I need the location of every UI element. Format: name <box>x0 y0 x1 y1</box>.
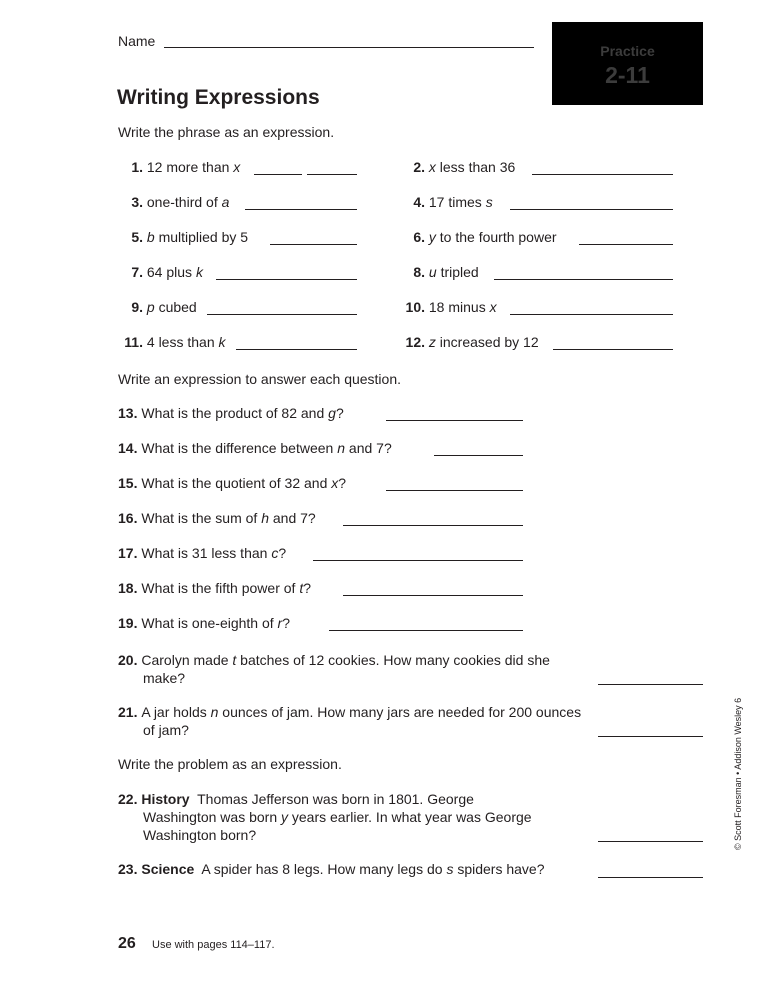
copyright-notice: © Scott Foresman • Addison Wesley 6 <box>733 697 743 850</box>
practice-number: 2-11 <box>605 62 650 88</box>
answer-blank[interactable] <box>343 594 523 596</box>
exercise-text: 12 more than x <box>146 159 241 175</box>
answer-blank[interactable] <box>236 348 357 350</box>
answer-blank[interactable] <box>494 278 673 280</box>
answer-blank[interactable] <box>598 840 703 842</box>
name-field[interactable] <box>164 47 534 48</box>
exercise-15: 15. What is the quotient of 32 and x? <box>118 475 347 491</box>
exercise-3: 3. one-third of a <box>131 194 230 210</box>
page-number: 26 <box>118 935 136 952</box>
exercise-23: 23. Science A spider has 8 legs. How many legs do s spiders have? <box>118 861 545 877</box>
answer-blank[interactable] <box>579 243 673 245</box>
section1-instruction: Write the phrase as an expression. <box>118 124 335 140</box>
exercise-1 <box>118 158 240 176</box>
exercise-number: 1. <box>131 159 143 175</box>
exercise-7: 7. 64 plus k <box>131 264 203 280</box>
exercise-19: 19. What is one-eighth of r? <box>118 615 291 631</box>
answer-blank[interactable] <box>307 173 357 175</box>
answer-blank[interactable] <box>598 735 703 737</box>
exercise-17: 17. What is 31 less than c? <box>118 545 287 561</box>
exercise-10: 10. 18 minus x <box>405 299 497 315</box>
exercise-14: 14. What is the difference between n and 7? <box>118 440 392 456</box>
footer-note: Use with pages 114–117. <box>152 939 275 951</box>
answer-blank[interactable] <box>329 629 523 631</box>
answer-blank[interactable] <box>532 173 673 175</box>
practice-badge <box>552 22 703 105</box>
exercise-11: 11. 4 less than k <box>124 334 226 350</box>
exercise-4: 4. 17 times s <box>413 194 493 210</box>
exercise-13: 13. What is the product of 82 and g? <box>118 405 344 421</box>
answer-blank[interactable] <box>254 173 302 175</box>
exercise-20: 20. Carolyn made t batches of 12 cookies. How many cookies did she make? <box>118 652 550 686</box>
exercise-16: 16. What is the sum of h and 7? <box>118 510 316 526</box>
answer-blank[interactable] <box>207 313 357 315</box>
answer-blank[interactable] <box>598 876 703 878</box>
answer-blank[interactable] <box>216 278 357 280</box>
exercise-21: 21. A jar holds n ounces of jam. How many jars are needed for 200 ounces of jam? <box>118 704 582 738</box>
answer-blank[interactable] <box>270 243 357 245</box>
exercise-12: 12. z increased by 12 <box>405 334 539 350</box>
answer-blank[interactable] <box>553 348 673 350</box>
answer-blank[interactable] <box>598 683 703 685</box>
answer-blank[interactable] <box>434 454 523 456</box>
exercise-9: 9. p cubed <box>131 299 197 315</box>
name-label: Name <box>118 33 156 49</box>
section2-instruction: Write an expression to answer each question. <box>118 371 402 387</box>
exercise-5: 5. b multiplied by 5 <box>131 229 249 245</box>
answer-blank[interactable] <box>510 313 673 315</box>
answer-blank[interactable] <box>386 419 523 421</box>
answer-blank[interactable] <box>343 524 523 526</box>
exercise-8: 8. u tripled <box>413 264 479 280</box>
exercise-22: 22. History Thomas Jefferson was born in 1801. George Washington was born y years earlier. In what year was George Washington born? <box>118 791 532 843</box>
exercise-18: 18. What is the fifth power of t? <box>118 580 312 596</box>
exercise-2: 2. x less than 36 <box>413 159 516 175</box>
answer-blank[interactable] <box>245 208 357 210</box>
answer-blank[interactable] <box>313 559 523 561</box>
answer-blank[interactable] <box>510 208 673 210</box>
section3-instruction: Write the problem as an expression. <box>118 756 342 772</box>
page-title: Writing Expressions <box>117 86 320 109</box>
answer-blank[interactable] <box>386 489 523 491</box>
exercise-6: 6. y to the fourth power <box>413 229 557 245</box>
practice-label: Practice <box>600 43 655 59</box>
